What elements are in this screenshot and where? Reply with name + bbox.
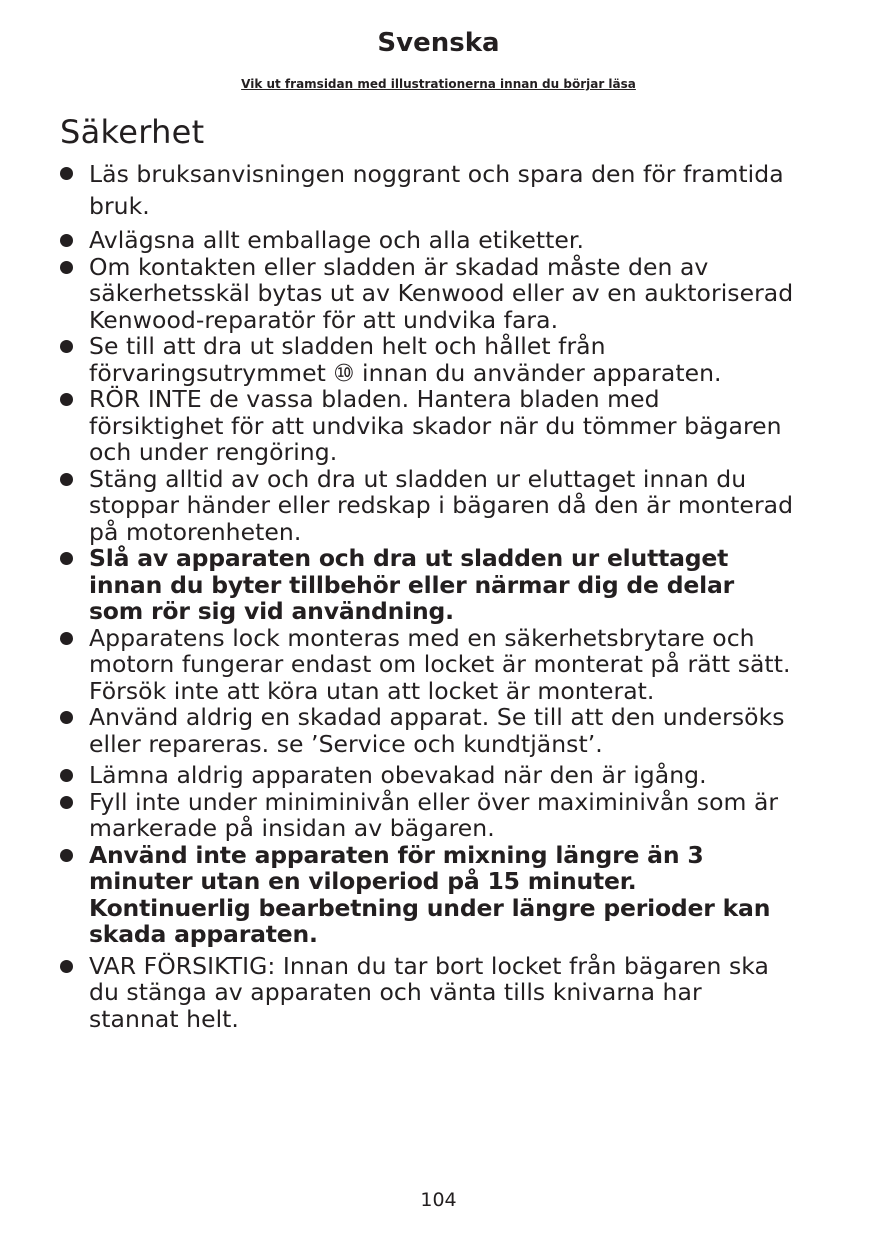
list-item — [0, 953, 794, 1033]
list-item — [0, 789, 794, 842]
list-item-text: Fyll inte under miniminivån eller över maximinivån som är markerade på insidan av bägaren. — [89, 787, 779, 842]
bullet-dot-icon — [60, 261, 73, 274]
page-number: 104 — [420, 1189, 457, 1211]
list-item-text: Använd aldrig en skadad apparat. Se till att den undersöks eller repareras. se ’Service och kundtjänst’. — [89, 703, 785, 758]
bullet-dot-icon — [60, 393, 73, 406]
list-item-text: Apparatens lock monteras med en säkerhetsbrytare och motorn fungerar endast om locket är monterat på rätt sätt. Försök inte att köra utan att locket är monterat. — [89, 623, 791, 705]
page-subtitle: Vik ut framsidan med illustrationerna innan du börjar läsa — [241, 77, 636, 91]
list-item-text: VAR FÖRSIKTIG: Innan du tar bort locket från bägaren ska du stänga av apparaten och vänta tills knivarna har stannat helt. — [89, 951, 769, 1033]
bullet-dot-icon — [60, 796, 73, 809]
list-item-text: Lämna aldrig apparaten obevakad när den är igång. — [89, 761, 707, 789]
list-item — [0, 545, 794, 625]
bullet-dot-icon — [60, 711, 73, 724]
bullet-dot-icon — [60, 234, 73, 247]
bullet-dot-icon — [60, 632, 73, 645]
bullet-dot-icon — [60, 960, 73, 973]
bullet-dot-icon — [60, 167, 73, 180]
bullet-dot-icon — [60, 473, 73, 486]
list-item — [0, 466, 794, 546]
section-heading: Säkerhet — [60, 113, 205, 151]
list-item — [0, 842, 794, 948]
page-title: Svenska — [377, 28, 500, 58]
bullet-dot-icon — [60, 849, 73, 862]
list-item-text: Slå av apparaten och dra ut sladden ur eluttaget innan du byter tillbehör eller närmar dig de delar som rör sig vid användning. — [89, 544, 735, 625]
list-item-text: Avlägsna allt emballage och alla etiketter. — [89, 226, 585, 254]
list-item-text: Läs bruksanvisningen noggrant och spara den för framtida bruk. — [89, 160, 784, 220]
list-item-text: Stäng alltid av och dra ut sladden ur eluttaget innan du stoppar händer eller redskap i bägaren då den är monterad på motorenheten. — [89, 464, 794, 546]
list-item — [0, 227, 794, 254]
list-item-text: Använd inte apparaten för mixning längre än 3 minuter utan en viloperiod på 15 minuter. Kontinuerlig bearbetning under längre perioder kan skada apparaten. — [89, 840, 771, 948]
list-item — [0, 762, 794, 789]
list-item-text: Se till att dra ut sladden helt och hållet från förvaringsutrymmet ⑩ innan du använder apparaten. — [89, 332, 722, 387]
list-item — [0, 158, 794, 222]
list-item-text: Om kontakten eller sladden är skadad måste den av säkerhetsskäl bytas ut av Kenwood eller av en auktoriserad Kenwood-reparatör för att undvika fara. — [89, 252, 794, 334]
list-item-text: RÖR INTE de vassa bladen. Hantera bladen med försiktighet för att undvika skador när du tömmer bägaren och under rengöring. — [89, 385, 782, 466]
bullet-dot-icon — [60, 552, 73, 565]
bullet-dot-icon — [60, 769, 73, 782]
list-item — [0, 386, 794, 466]
list-item — [0, 333, 794, 386]
list-item — [0, 625, 794, 705]
safety-list — [0, 158, 877, 1032]
list-item — [0, 704, 794, 757]
list-item — [0, 254, 794, 334]
bullet-dot-icon — [60, 340, 73, 353]
